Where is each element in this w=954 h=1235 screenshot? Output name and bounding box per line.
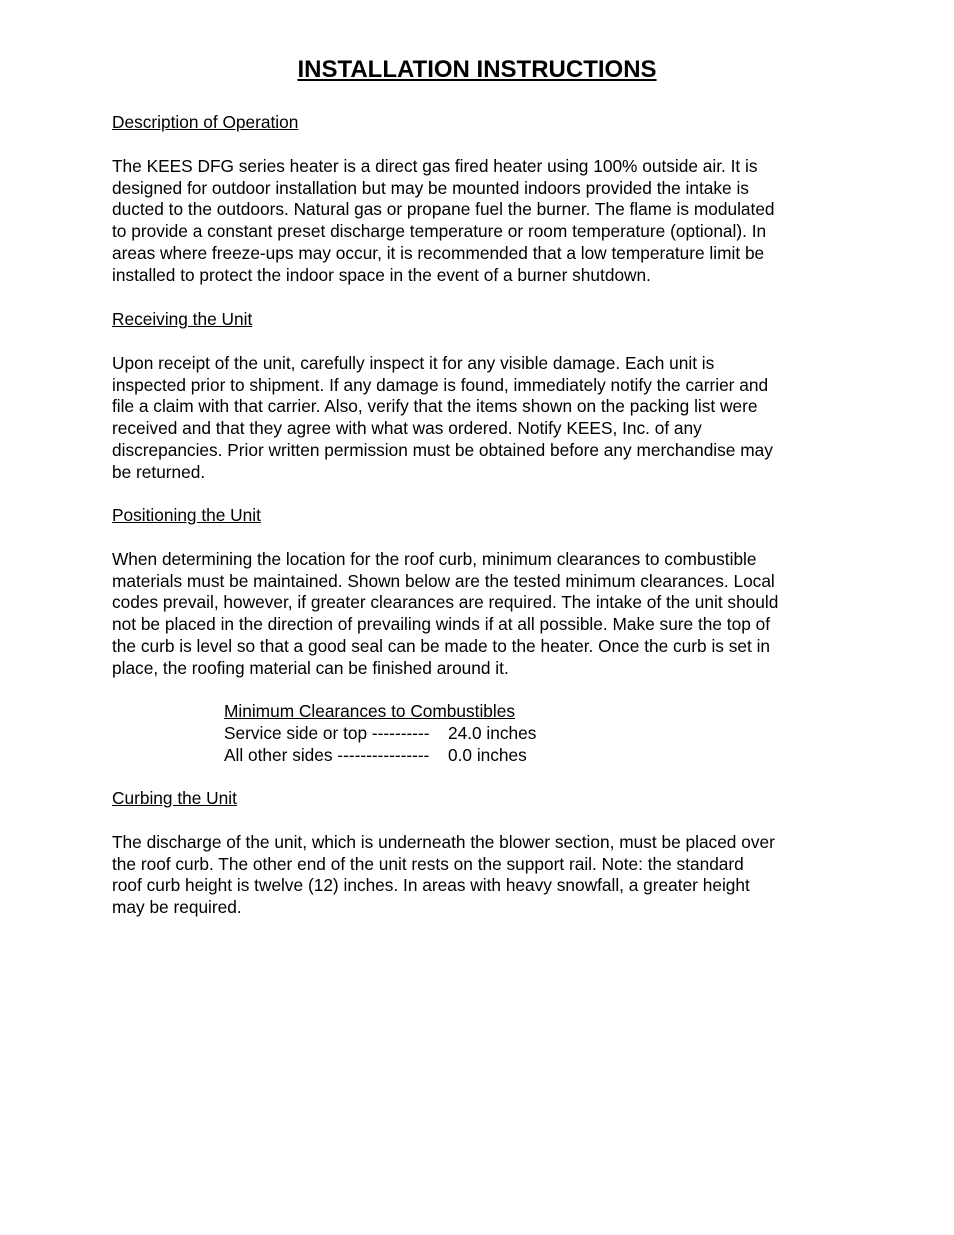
paragraph-line: not be placed in the direction of prevailing winds if at all possible. Make sure the top of bbox=[112, 614, 771, 635]
section-heading: Description of Operation bbox=[112, 112, 299, 132]
paragraph-line: codes prevail, however, if greater clearances are required. The intake of the unit should bbox=[112, 592, 779, 613]
paragraph-line: roof curb height is twelve (12) inches. In areas with heavy snowfall, a greater height bbox=[112, 875, 750, 896]
paragraph-line: be returned. bbox=[112, 461, 206, 482]
section-paragraph bbox=[112, 832, 852, 919]
clearance-row bbox=[224, 723, 536, 745]
section-paragraph bbox=[112, 353, 852, 484]
clearance-label: Service side or top ---------- bbox=[224, 722, 430, 743]
paragraph-line: areas where freeze-ups may occur, it is recommended that a low temperature limit be bbox=[112, 242, 765, 263]
paragraph-line: materials must be maintained. Shown below are the tested minimum clearances. Local bbox=[112, 570, 775, 591]
paragraph-line: Upon receipt of the unit, carefully inspect it for any visible damage. Each unit is bbox=[112, 352, 715, 373]
clearances-heading: Minimum Clearances to Combustibles bbox=[224, 701, 516, 721]
paragraph-line: The discharge of the unit, which is underneath the blower section, must be placed over bbox=[112, 831, 775, 852]
section-heading: Receiving the Unit bbox=[112, 309, 253, 329]
page-title: INSTALLATION INSTRUCTIONS bbox=[297, 56, 657, 83]
paragraph-line: designed for outdoor installation but may be mounted indoors provided the intake is bbox=[112, 177, 749, 198]
paragraph-line: inspected prior to shipment. If any damage is found, immediately notify the carrier and bbox=[112, 374, 769, 395]
paragraph-line: the curb is level so that a good seal can be made to the heater. Once the curb is set in bbox=[112, 635, 771, 656]
clearance-row bbox=[224, 745, 536, 767]
paragraph-line: file a claim with that carrier. Also, verify that the items shown on the packing list were bbox=[112, 396, 758, 417]
paragraph-line: discrepancies. Prior written permission must be obtained before any merchandise may bbox=[112, 439, 773, 460]
paragraph-line: to provide a constant preset discharge temperature or room temperature (optional). In bbox=[112, 221, 767, 242]
paragraph-line: the roof curb. The other end of the unit rests on the support rail. Note: the standard bbox=[112, 853, 744, 874]
section-heading: Curbing the Unit bbox=[112, 788, 237, 808]
paragraph-line: may be required. bbox=[112, 897, 242, 918]
paragraph-line: installed to protect the indoor space in the event of a burner shutdown. bbox=[112, 264, 651, 285]
paragraph-line: place, the roofing material can be finished around it. bbox=[112, 657, 509, 678]
paragraph-line: When determining the location for the roof curb, minimum clearances to combustible bbox=[112, 548, 757, 569]
clearance-value: 0.0 inches bbox=[448, 744, 527, 765]
section-paragraph bbox=[112, 549, 852, 680]
section-positioning bbox=[112, 505, 852, 680]
paragraph-line: ducted to the outdoors. Natural gas or propane fuel the burner. The flame is modulated bbox=[112, 199, 775, 220]
section-heading: Positioning the Unit bbox=[112, 505, 261, 525]
section-curbing bbox=[112, 788, 852, 919]
paragraph-line: The KEES DFG series heater is a direct gas fired heater using 100% outside air. It is bbox=[112, 155, 758, 176]
clearances-table bbox=[224, 701, 536, 766]
section-receiving bbox=[112, 309, 852, 484]
paragraph-line: received and that they agree with what was ordered. Notify KEES, Inc. of any bbox=[112, 418, 702, 439]
section-description bbox=[112, 112, 852, 287]
clearance-label: All other sides ---------------- bbox=[224, 744, 430, 765]
clearance-value: 24.0 inches bbox=[448, 722, 537, 743]
section-paragraph bbox=[112, 156, 852, 287]
